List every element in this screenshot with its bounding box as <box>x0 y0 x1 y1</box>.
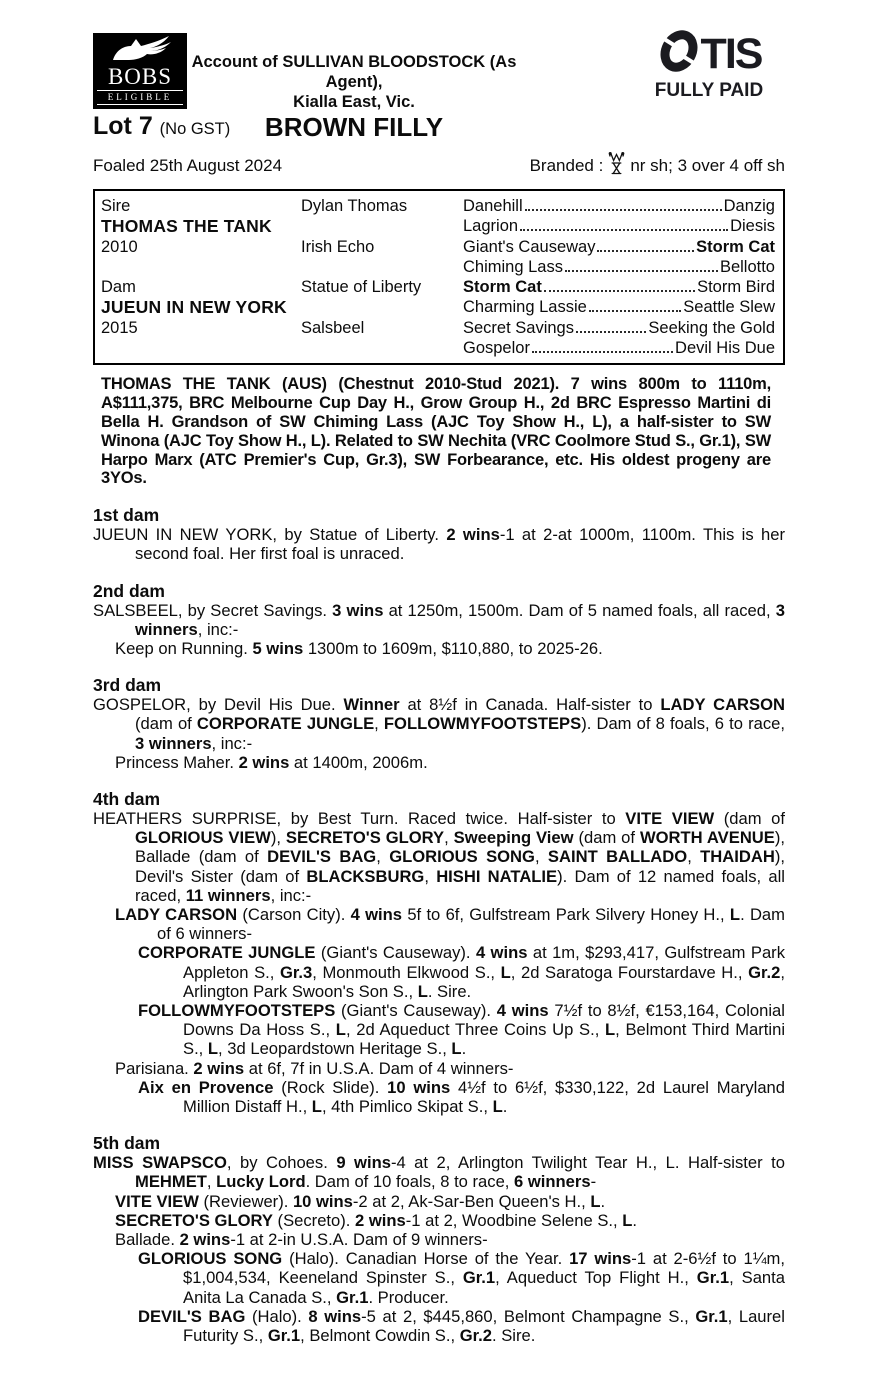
dotted-leader <box>597 250 694 252</box>
ancestor-parent-name: Devil His Due <box>675 339 775 358</box>
pedigree-gen3-row <box>463 216 775 236</box>
pedigree-left-cell: THOMAS THE TANK <box>101 216 272 237</box>
section-heading: 3rd dam <box>93 675 162 696</box>
pedigree-gen3-row <box>463 318 775 338</box>
pedigree-left-cell <box>101 257 301 277</box>
page-header <box>93 30 785 110</box>
pedigree-gen3-row <box>463 196 775 216</box>
pedigree-left-cell: Sire <box>101 197 131 215</box>
pedigree-table <box>93 189 785 365</box>
pedigree-gen3-row <box>463 237 775 257</box>
dotted-leader <box>520 229 728 231</box>
pedigree-paragraph: LADY CARSON (Carson City). 4 wins 5f to 6f, Gulfstream Park Silvery Honey H., L. Dam of 6 winners- <box>115 905 785 944</box>
dotted-leader <box>532 351 673 353</box>
pedigree-paragraph: SALSBEEL, by Secret Savings. 3 wins at 1250m, 1500m. Dam of 5 named foals, all raced, 3 winners, inc:- <box>93 600 785 639</box>
pedigree-paragraph: Princess Maher. 2 wins at 1400m, 2006m. <box>115 752 428 772</box>
pedigree-left-cell: 2010 <box>101 237 138 256</box>
ancestor-name: Gospelor <box>463 339 530 358</box>
dam-section <box>93 789 785 1116</box>
ancestor-parent-name: Seattle Slew <box>683 298 775 317</box>
dotted-leader <box>544 290 695 292</box>
otis-fully-paid-logo <box>633 30 785 102</box>
bobs-logo-subtitle: ELIGIBLE <box>97 90 183 105</box>
pedigree-paragraph: GLORIOUS SONG (Halo). Canadian Horse of the Year. 17 wins-1 at 2-6½f to 1¼m, $1,004,534, Keeneland Spinster S., Gr.1, Aqueduct Top Flight H., Gr.1, Santa Anita La Canada S., Gr.1. Producer. <box>138 1249 785 1307</box>
pedigree-paragraph: Ballade. 2 wins-1 at 2-in U.S.A. Dam of 9 winners- <box>115 1230 488 1250</box>
pedigree-paragraph: SECRETO'S GLORY (Secreto). 2 wins-1 at 2, Woodbine Selene S., L. <box>115 1210 637 1230</box>
dotted-leader <box>565 270 718 272</box>
branded-label: Branded : <box>529 156 604 175</box>
stallion-note: THOMAS THE TANK (AUS) (Chestnut 2010-Stud 2021). 7 wins 800m to 1110m, A$111,375, BRC Melbourne Cup Day H., Grow Group H., 2d BRC Espresso Martini di Bella H. Grandson of SW Chiming Lass (AJC Toy Show H., L), a half-sister to SW Winona (AJC Toy Show H., L). Related to SW Nechita (VRC Coolmore Stud S., Gr.1), SW Harpo Marx (ATC Premier's Cup, Gr.3), SW Forbearance, etc. His oldest progeny are 3YOs. <box>101 375 771 488</box>
pedigree-mid-cell: Statue of Liberty <box>301 278 422 297</box>
vendor-account-line2: Kialla East, Vic. <box>293 93 415 111</box>
pedigree-paragraph: Parisiana. 2 wins at 6f, 7f in U.S.A. Dam of 4 winners- <box>115 1058 514 1078</box>
foaled-row <box>93 152 785 180</box>
otis-logo-title: TIS <box>700 29 762 78</box>
dotted-leader <box>576 331 646 333</box>
ancestor-parent-name: Storm Bird <box>697 278 775 297</box>
ancestor-name: Danehill <box>463 197 523 215</box>
pedigree-paragraph: DEVIL'S BAG (Halo). 8 wins-5 at 2, $445,860, Belmont Champagne S., Gr.1, Laurel Futurity S., Gr.1, Belmont Cowdin S., Gr.2. Sire. <box>138 1306 785 1346</box>
dotted-leader <box>589 310 681 312</box>
otis-logo-subtitle: FULLY PAID <box>654 80 764 101</box>
pedigree-mid-cell <box>301 216 463 236</box>
horse-head-icon <box>107 48 173 65</box>
ancestor-parent-name: Seeking the Gold <box>648 318 775 337</box>
pedigree-mid-cell <box>301 338 463 358</box>
sex-title: BROWN FILLY <box>264 112 444 142</box>
ancestor-name: Lagrion <box>463 217 519 236</box>
pedigree-col-left <box>101 196 301 358</box>
ancestor-name: Secret Savings <box>463 318 574 337</box>
pedigree-paragraph: HEATHERS SURPRISE, by Best Turn. Raced twice. Half-sister to VITE VIEW (dam of GLORIOUS VIEW), SECRETO'S GLORY, Sweeping View (dam of WORTH AVENUE), Ballade (dam of DEVIL'S BAG, GLORIOUS SONG, SAINT BALLADO, THAIDAH), Devil's Sister (dam of BLACKSBURG, HISHI NATALIE). Dam of 12 named foals, all raced, 11 winners, inc:- <box>93 808 786 905</box>
foaled-date: Foaled 25th August 2024 <box>93 156 283 175</box>
pedigree-paragraph: FOLLOWMYFOOTSTEPS (Giant's Causeway). 4 wins 7½f to 8½f, €153,164, Colonial Downs Da Hoss S., L, 2d Aqueduct Three Coins Up S., L, Belmont Third Martini S., L, 3d Leopardstown Heritage S., L. <box>138 1001 786 1059</box>
bobs-logo-title: BOBS <box>107 64 173 89</box>
branded-info <box>530 152 785 180</box>
vendor-account <box>189 52 519 112</box>
pedigree-mid-cell <box>301 297 463 317</box>
pedigree-gen3-row <box>463 297 775 317</box>
section-heading: 2nd dam <box>93 580 165 601</box>
ancestor-name: Chiming Lass <box>463 257 563 276</box>
ancestor-name: Charming Lassie <box>463 298 587 317</box>
ancestor-parent-name: Bellotto <box>719 257 775 276</box>
lot-number-label: Lot 7 <box>93 112 153 140</box>
pedigree-col-mid <box>301 196 463 358</box>
dotted-leader <box>525 209 722 211</box>
pedigree-paragraph: Aix en Provence (Rock Slide). 10 wins 4½f to 6½f, $330,122, 2d Laurel Maryland Million Distaff H., L, 4th Pimlico Skipat S., L. <box>138 1077 786 1117</box>
section-heading: 1st dam <box>93 505 160 526</box>
dam-sections <box>93 505 785 1345</box>
section-heading: 4th dam <box>93 788 161 809</box>
section-heading: 5th dam <box>93 1133 161 1154</box>
bobs-eligible-logo <box>93 33 187 109</box>
ancestor-name: Storm Cat <box>463 278 542 297</box>
dam-section <box>93 581 785 659</box>
pedigree-gen3 <box>463 196 775 358</box>
pedigree-paragraph: JUEUN IN NEW YORK, by Statue of Liberty. 2 wins-1 at 2-at 1000m, 1100m. This is her second foal. Her first foal is unraced. <box>93 525 785 564</box>
dam-section <box>93 1133 785 1345</box>
branded-description: nr sh; 3 over 4 off sh <box>630 156 785 175</box>
brand-mark-icon <box>608 152 625 180</box>
pedigree-left-cell: Dam <box>101 278 136 297</box>
pedigree-mid-cell: Dylan Thomas <box>301 197 408 215</box>
pedigree-paragraph: VITE VIEW (Reviewer). 10 wins-2 at 2, Ak-Sar-Ben Queen's H., L. <box>115 1191 606 1211</box>
dam-section <box>93 505 785 563</box>
pedigree-left-cell <box>101 338 301 358</box>
lot-row <box>93 112 785 144</box>
pedigree-gen3-row <box>463 338 775 358</box>
gst-note: (No GST) <box>159 120 231 138</box>
ancestor-name: Giant's Causeway <box>463 237 596 256</box>
pedigree-paragraph: GOSPELOR, by Devil His Due. Winner at 8½f in Canada. Half-sister to LADY CARSON (dam of CORPORATE JUNGLE, FOLLOWMYFOOTSTEPS). Dam of 8 foals, 6 to race, 3 winners, inc:- <box>93 695 785 753</box>
pedigree-mid-cell: Salsbeel <box>301 318 365 337</box>
pedigree-mid-cell: Irish Echo <box>301 237 375 256</box>
pedigree-mid-cell <box>301 257 463 277</box>
vendor-account-line1: Account of SULLIVAN BLOODSTOCK (As Agent), <box>191 53 517 91</box>
ancestor-parent-name: Danzig <box>723 197 775 215</box>
dam-section <box>93 675 785 772</box>
pedigree-left-cell: 2015 <box>101 318 138 337</box>
pedigree-paragraph: MISS SWAPSCO, by Cohoes. 9 wins-4 at 2, Arlington Twilight Tear H., L. Half-sister to MEHMET, Lucky Lord. Dam of 10 foals, 8 to race, 6 winners- <box>93 1153 785 1192</box>
pedigree-paragraph: Keep on Running. 5 wins 1300m to 1609m, $110,880, to 2025-26. <box>115 638 603 658</box>
pedigree-paragraph: CORPORATE JUNGLE (Giant's Causeway). 4 wins at 1m, $293,417, Gulfstream Park Appleton S., Gr.3, Monmouth Elkwood S., L, 2d Saratoga Fourstardave H., Gr.2, Arlington Park Swoon's Son S., L. Sire. <box>138 943 785 1001</box>
otis-o-icon <box>657 30 701 77</box>
ancestor-parent-name: Diesis <box>730 217 775 236</box>
pedigree-left-cell: JUEUN IN NEW YORK <box>101 297 287 318</box>
ancestor-parent-name: Storm Cat <box>696 237 775 256</box>
pedigree-gen3-row <box>463 257 775 277</box>
pedigree-gen3-row <box>463 277 775 297</box>
